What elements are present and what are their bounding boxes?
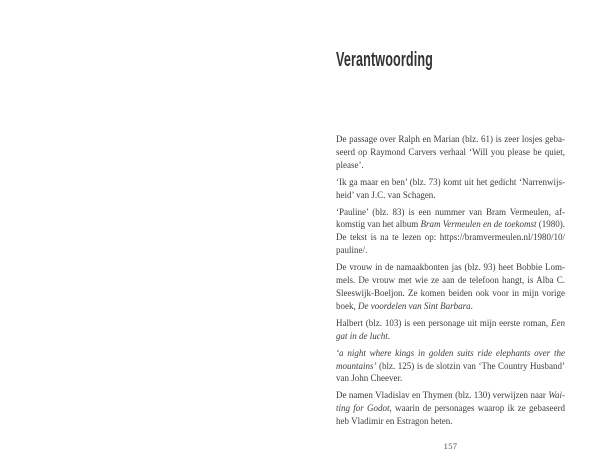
italic-text-run: mountains’ bbox=[336, 360, 377, 371]
text-line bbox=[336, 261, 565, 274]
text-line bbox=[336, 389, 565, 402]
text-run: please’. bbox=[336, 159, 364, 170]
paragraph bbox=[336, 206, 565, 258]
text-run: pauline/. bbox=[336, 245, 368, 256]
text-run: . bbox=[470, 300, 473, 311]
page-number: 157 bbox=[443, 441, 458, 451]
italic-text-run: ‘a night where kings in golden suits ride elephants over the bbox=[336, 347, 565, 358]
paragraph bbox=[336, 347, 565, 386]
text-line bbox=[336, 274, 565, 287]
text-run: De namen Vladislav en Thymen (blz. 130) verwijzen naar bbox=[336, 390, 549, 401]
italic-text-run: gat in de lucht bbox=[336, 330, 388, 341]
italic-text-run: Een bbox=[551, 317, 565, 328]
text-line bbox=[336, 402, 565, 415]
text-line bbox=[336, 300, 565, 313]
text-run: mels. De vrouw met wie ze aan de telefoon hangt, is Alba C. bbox=[336, 275, 565, 286]
text-run: van John Cheever. bbox=[336, 373, 403, 384]
text-run: (1980). bbox=[536, 219, 565, 230]
text-run: ‘Ik ga maar en ben’ (blz. 73) komt uit het gedicht ‘Narrenwijs- bbox=[336, 176, 565, 187]
text-run: . bbox=[387, 330, 390, 341]
paragraph bbox=[336, 176, 565, 202]
text-run: heid’ van J.C. van Schagen. bbox=[336, 189, 436, 200]
text-run: , waarin de personages waarop ik ze gebaseerd bbox=[389, 403, 566, 414]
text-run: komstig van het album bbox=[336, 219, 421, 230]
body-text bbox=[336, 133, 565, 432]
text-line bbox=[336, 287, 565, 300]
text-line bbox=[336, 415, 565, 428]
text-line bbox=[336, 372, 565, 385]
text-line bbox=[336, 360, 565, 373]
text-run: boek, bbox=[336, 300, 358, 311]
text-line bbox=[336, 159, 565, 172]
paragraph bbox=[336, 261, 565, 313]
paragraph bbox=[336, 389, 565, 428]
text-run: ‘Pauline’ (blz. 83) is een nummer van Bram Vermeulen, af- bbox=[336, 206, 565, 217]
italic-text-run: ting for Godot bbox=[336, 403, 390, 414]
text-run: seerd op Raymond Carvers verhaal ‘Will you please be quiet, bbox=[336, 146, 565, 157]
text-line bbox=[336, 330, 565, 343]
text-line bbox=[336, 347, 565, 360]
italic-text-run: Bram Vermeulen en de toekomst bbox=[420, 219, 537, 230]
text-line bbox=[336, 206, 565, 219]
text-run: (blz. 125) is de slotzin van ‘The Country Husband’ bbox=[376, 360, 565, 371]
italic-text-run: De voordelen van Sint Barbara bbox=[358, 300, 471, 311]
text-line bbox=[336, 133, 565, 146]
text-line bbox=[336, 317, 565, 330]
text-line bbox=[336, 218, 565, 231]
page-title: Verantwoording bbox=[336, 49, 433, 71]
text-run: De tekst is na te lezen op: https://bramvermeulen.nl/1980/10/ bbox=[336, 232, 565, 243]
text-line bbox=[336, 146, 565, 159]
text-line bbox=[336, 231, 565, 244]
text-run: De passage over Ralph en Marian (blz. 61) is zeer losjes geba- bbox=[336, 134, 565, 144]
text-line bbox=[336, 189, 565, 202]
text-run: De vrouw in de namaakbonten jas (blz. 93) heet Bobbie Lom- bbox=[336, 262, 565, 273]
text-line bbox=[336, 176, 565, 189]
text-line bbox=[336, 244, 565, 257]
text-run: heb Vladimir en Estragon heten. bbox=[336, 416, 453, 427]
text-run: Sleeswijk-Boeljon. Ze komen beiden ook voor in mijn vorige bbox=[336, 287, 565, 298]
italic-text-run: Wai- bbox=[548, 390, 565, 401]
paragraph bbox=[336, 317, 565, 343]
paragraph bbox=[336, 133, 565, 172]
text-run: Halbert (blz. 103) is een personage uit mijn eerste roman, bbox=[336, 317, 551, 328]
